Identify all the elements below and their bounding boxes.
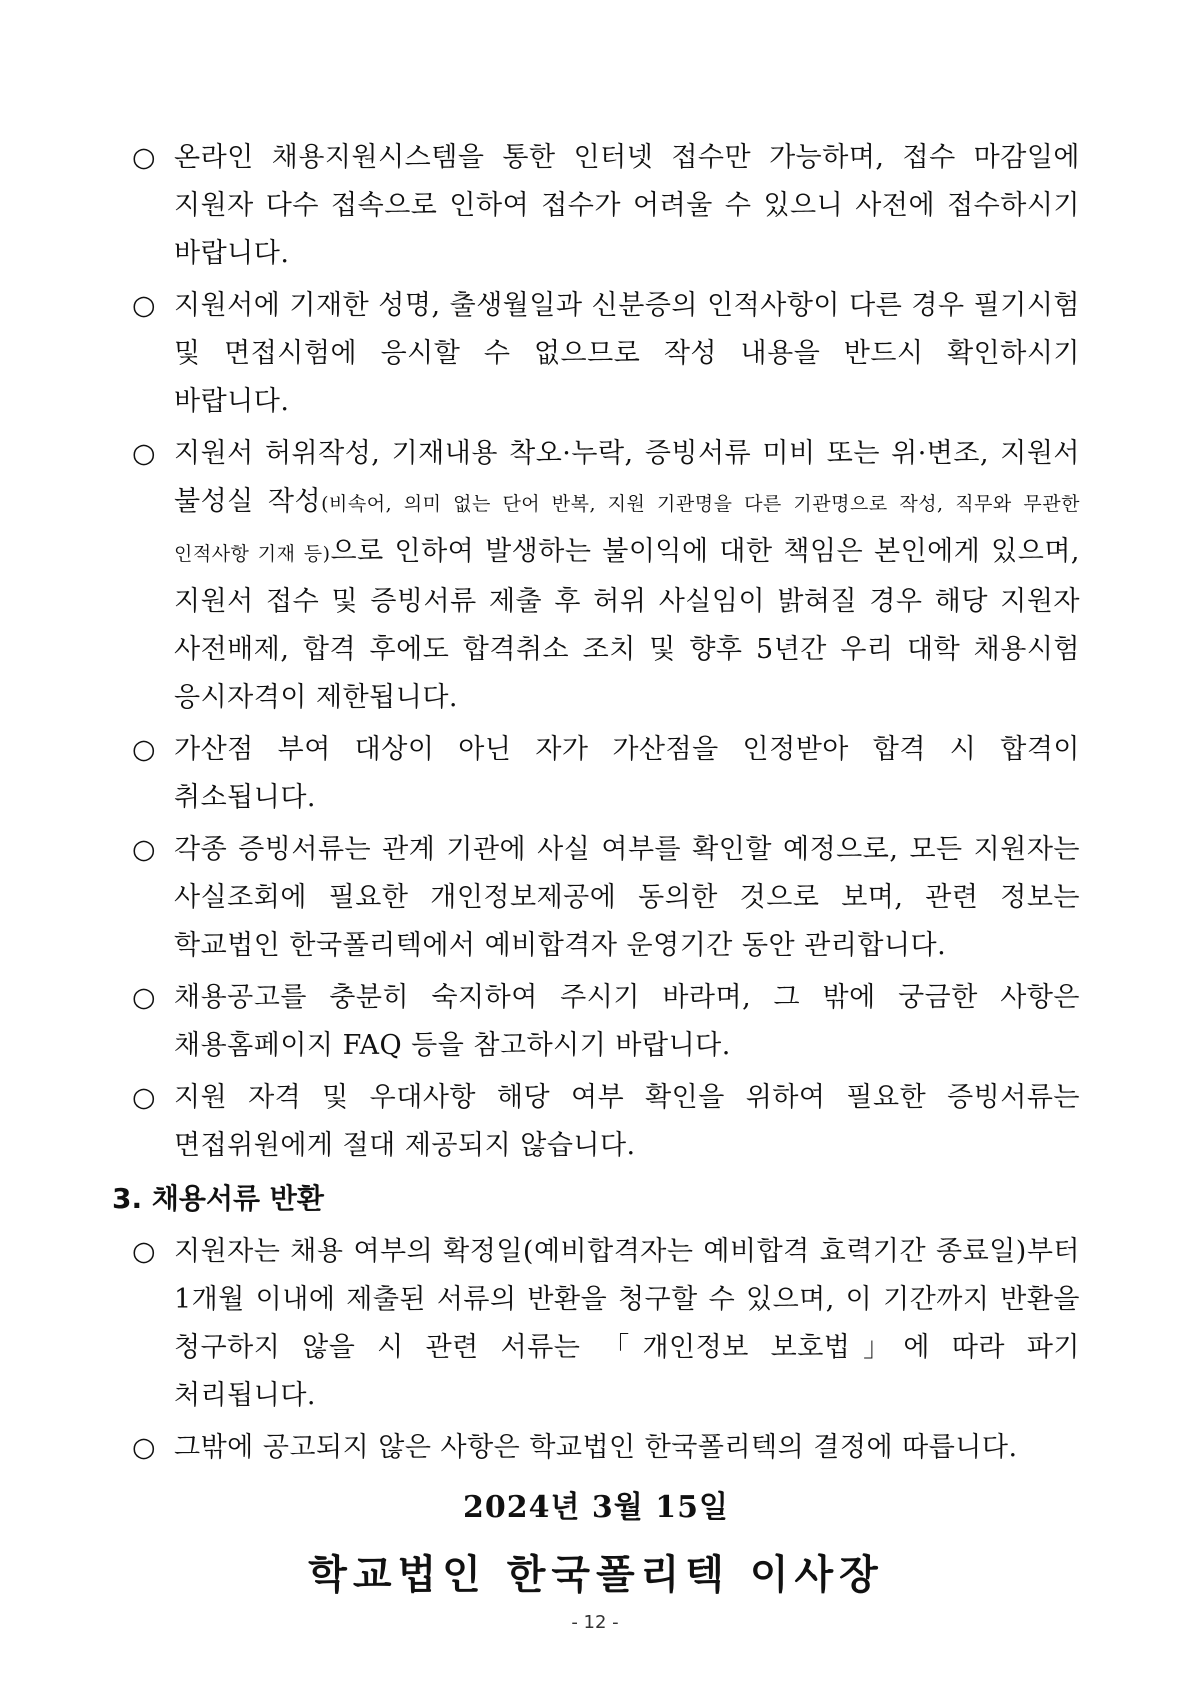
bullet-circle: ○ (132, 734, 156, 765)
section-heading-document-return: 3. 채용서류 반환 (112, 1182, 324, 1215)
notice-text: 채용공고를 충분히 숙지하여 주시기 바라며, 그 밖에 궁금한 사항은 채용홈페이지 FAQ 등을 참고하시기 바랍니다. (174, 982, 1080, 1061)
notice-item-personal-info-mismatch (132, 282, 1080, 426)
notice-text-parenthetical: (비속어, 의미 없는 단어 반복, 지원 기관명을 다른 기관명으로 작성, 직무와 무관한 인적사항 기재 등) (174, 493, 1080, 565)
page-number: - 12 - (571, 1612, 619, 1633)
bullet-circle: ○ (132, 1236, 156, 1267)
bullet-circle: ○ (132, 1082, 156, 1113)
bullet-circle: ○ (132, 142, 156, 173)
notice-text: 가산점 부여 대상이 아닌 자가 가산점을 인정받아 합격 시 합격이 취소됩니다. (174, 734, 1080, 813)
notice-text-main: 지원서 허위작성, 기재내용 착오·누락, 증빙서류 미비 또는 위·변조, 지원서 불성실 작성 (174, 438, 1080, 517)
notice-text (174, 430, 1080, 722)
notice-text: 온라인 채용지원시스템을 통한 인터넷 접수만 가능하며, 접수 마감일에 지원자 다수 접속으로 인하여 접수가 어려울 수 있으니 사전에 접수하시기 바랍니다. (174, 142, 1080, 269)
announcement-date: 2024년 3월 15일 (463, 1490, 729, 1525)
notice-item-evidence-confidential (132, 1074, 1080, 1170)
bullet-circle: ○ (132, 982, 156, 1013)
notice-text-continued: 으로 인하여 발생하는 불이익에 대한 책임은 본인에게 있으며, 지원서 접수 및 증빙서류 제출 후 허위 사실임이 밝혀질 경우 해당 지원자 사전배제, 합격 후에도 합격취소 조치 및 향후 5년간 우리 대학 채용시험 응시자격이 제한됩니다. (174, 536, 1080, 713)
section3-item-other-matters (132, 1424, 1080, 1472)
document-body (112, 134, 1080, 1610)
notice-text: 각종 증빙서류는 관계 기관에 사실 여부를 확인할 예정으로, 모든 지원자는 사실조회에 필요한 개인정보제공에 동의한 것으로 보며, 관련 정보는 학교법인 한국폴리텍에서 예비합격자 운영기간 동안 관리합니다. (174, 834, 1080, 961)
notice-text: 그밖에 공고되지 않은 사항은 학교법인 한국폴리텍의 결정에 따릅니다. (174, 1432, 1018, 1463)
notice-item-online-application (132, 134, 1080, 278)
notice-text: 지원서에 기재한 성명, 출생월일과 신분증의 인적사항이 다른 경우 필기시험 및 면접시험에 응시할 수 없으므로 작성 내용을 반드시 확인하시기 바랍니다. (174, 290, 1080, 417)
notice-item-bonus-points (132, 726, 1080, 822)
notice-item-faq (132, 974, 1080, 1070)
notice-text: 지원자는 채용 여부의 확정일(예비합격자는 예비합격 효력기간 종료일)부터 1개월 이내에 제출된 서류의 반환을 청구할 수 있으며, 이 기간까지 반환을 청구하지 않을 시 관련 서류는 「개인정보 보호법」에 따라 파기 처리됩니다. (174, 1236, 1080, 1411)
bullet-circle: ○ (132, 290, 156, 321)
notice-item-document-verification (132, 826, 1080, 970)
notice-text: 지원 자격 및 우대사항 해당 여부 확인을 위하여 필요한 증빙서류는 면접위원에게 절대 제공되지 않습니다. (174, 1082, 1080, 1161)
bullet-circle: ○ (132, 438, 156, 469)
notice-item-false-application (132, 430, 1080, 722)
bullet-circle: ○ (132, 1432, 156, 1463)
section3-item-return-request (132, 1228, 1080, 1420)
bullet-circle: ○ (132, 834, 156, 865)
issuer-signature: 학교법인 한국폴리텍 이사장 (308, 1552, 884, 1598)
